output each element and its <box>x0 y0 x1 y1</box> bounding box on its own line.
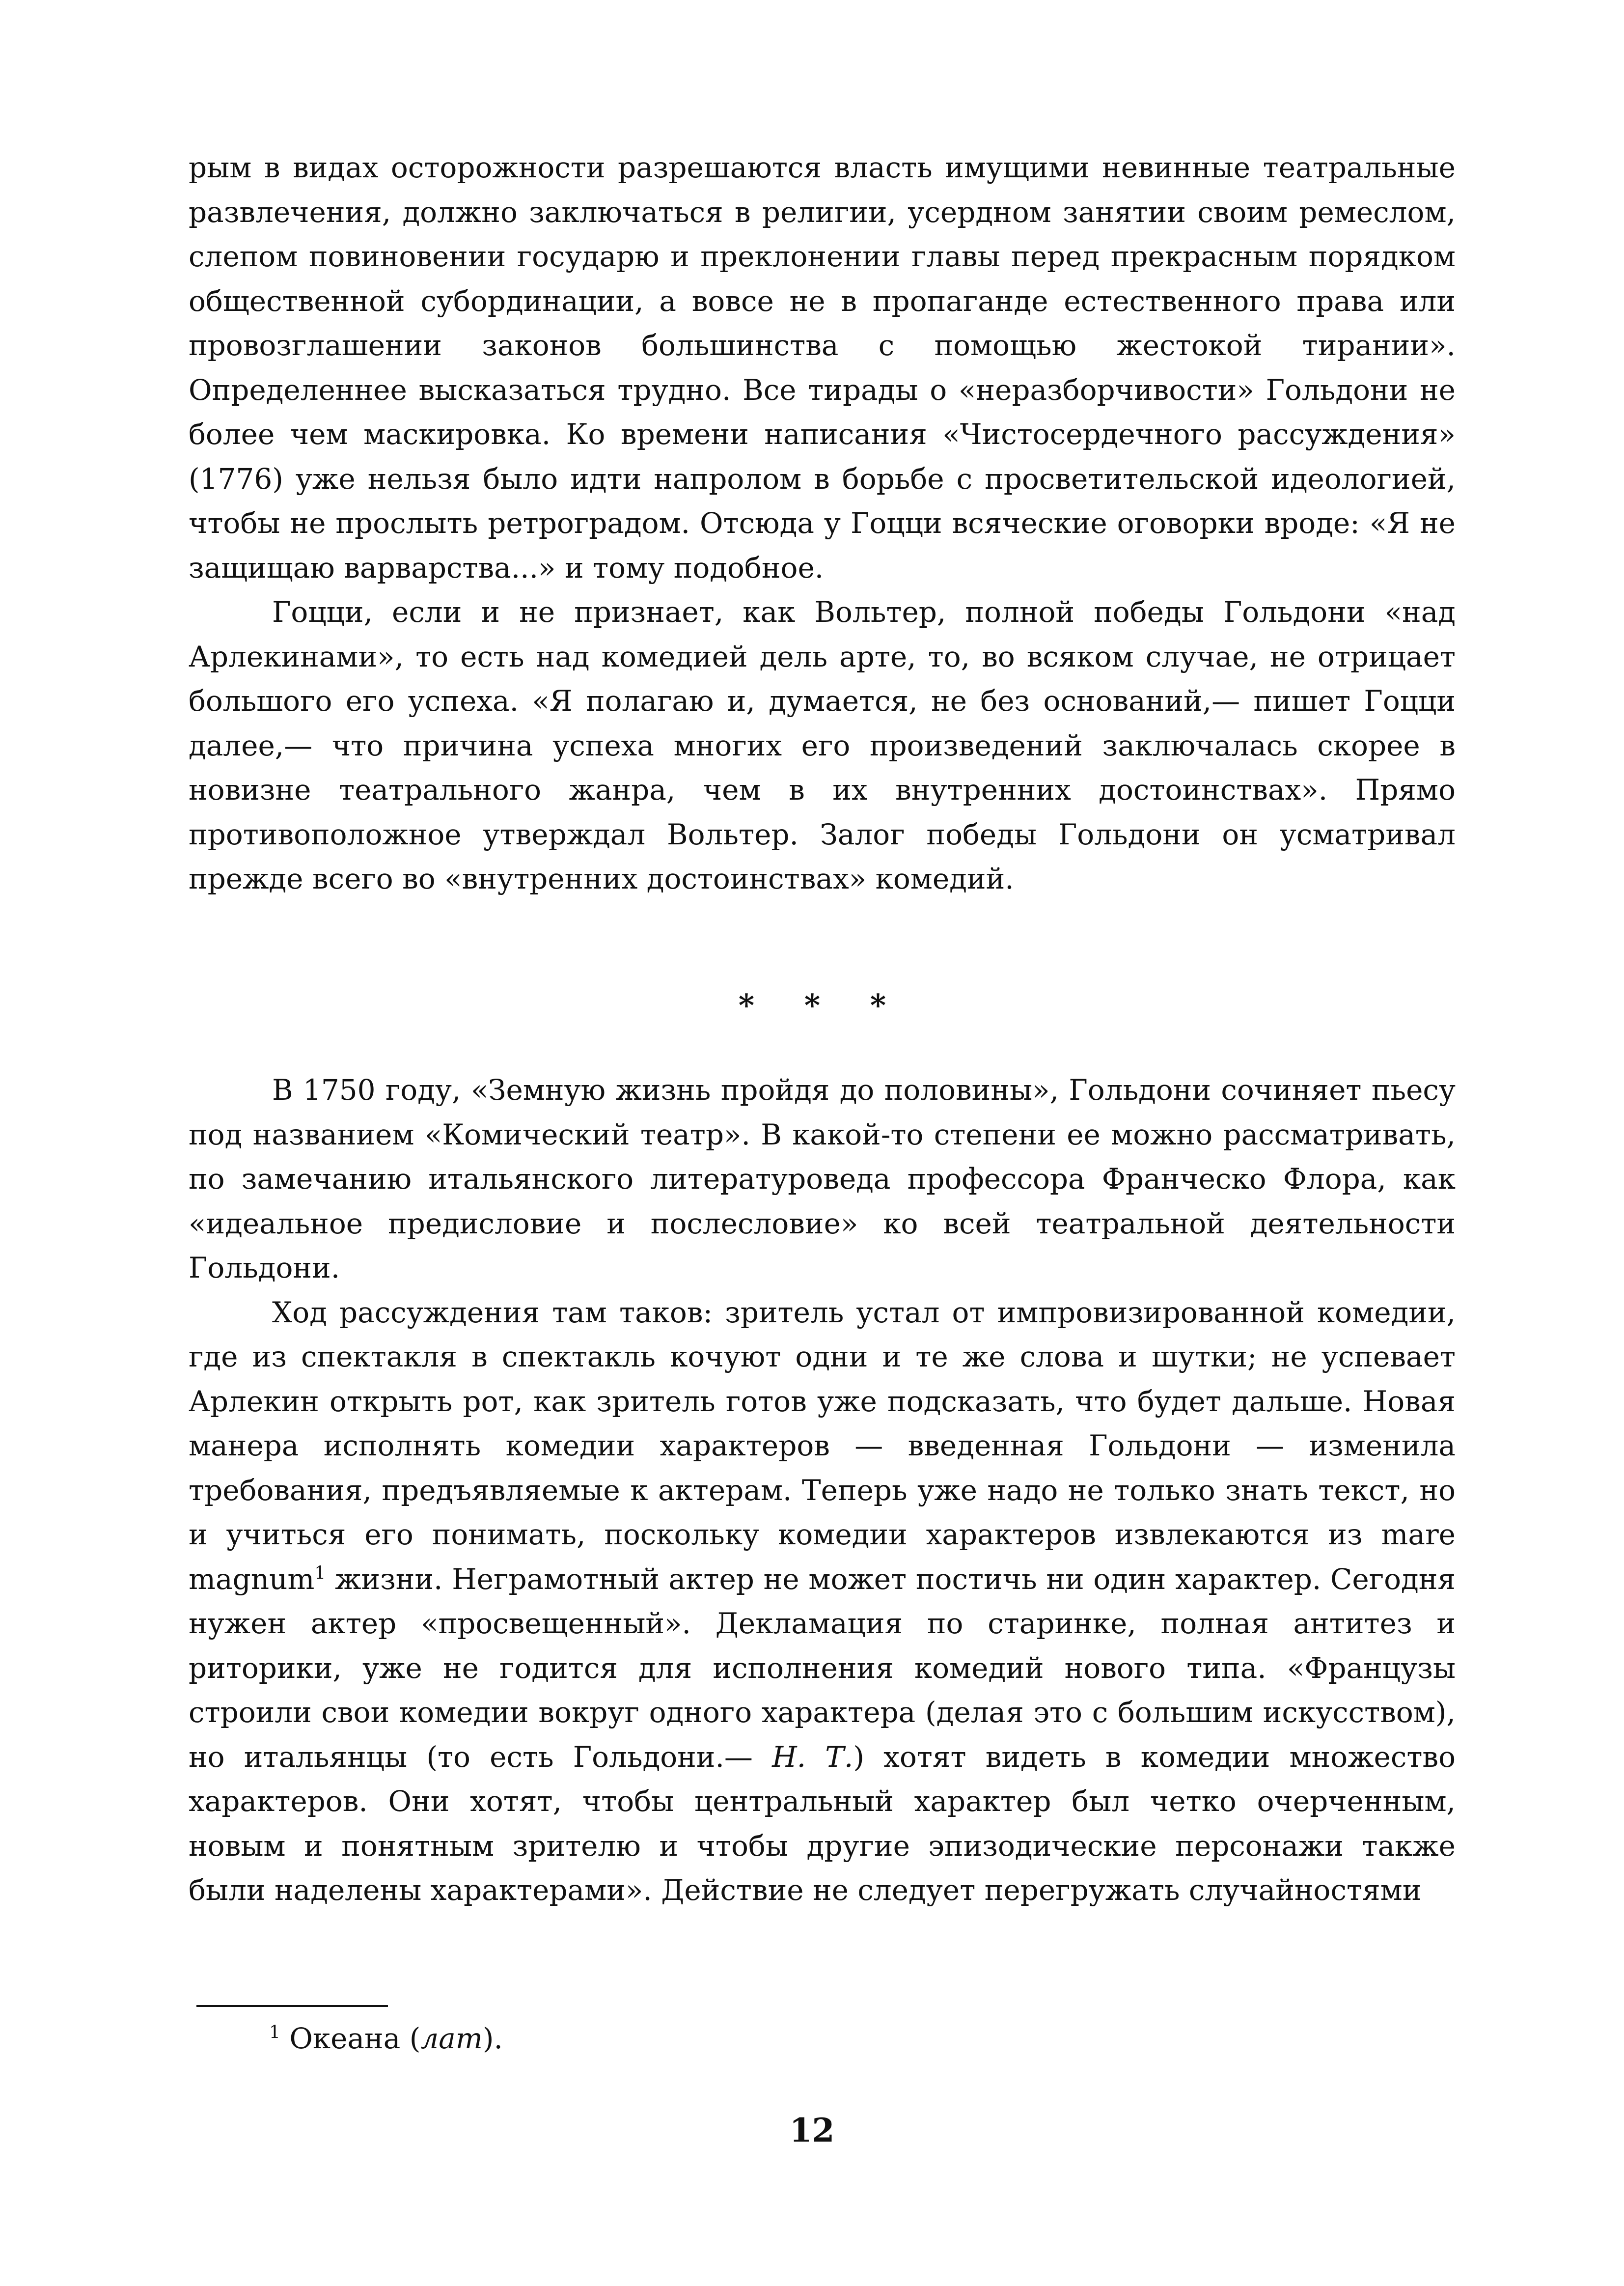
footnote-mark: 1 <box>269 2022 280 2043</box>
footnote-close: ). <box>482 2022 503 2055</box>
paragraph-1: рым в видах осторожности разрешаются власть имущими невинные театральные развлечения, должно заключаться в религии, усердном занятии своим ремеслом, слепом повиновении государю и преклонении главы перед прекрасным порядком общественной субординации, а вовсе не в пропаганде естественного права или провозглашении законов большинства с помощью жестокой тирании». Определеннее высказаться трудно. Все тирады о «неразборчивости» Гольдони не более чем маскировка. Ко времени написания «Чистосердечного рассуждения» (1776) уже нельзя было идти напролом в борьбе с просветительской идеологией, чтобы не прослыть ретроградом. Отсюда у Гоцци всяческие оговорки вроде: «Я не защищаю варварства...» и тому подобное. <box>189 151 1456 585</box>
paragraph-4-part-3: ) хотят видеть в комедии множество характеров. Они хотят, чтобы центральный характер был четко очерченным, новым и понятным зрителю и чтобы другие эпизодические персонажи также были наделены характерами». Действие не следует перегружать случайностями <box>189 1740 1456 1907</box>
paragraph-4-part-1: Ход рассуждения там таков: зритель устал от импровизированной комедии, где из спектакля в спектакль кочуют одни и те же слова и шутки; не успевает Арлекин открыть рот, как зритель готов уже подсказать, что будет дальше. Новая манера исполнять комедии характеров — введенная Гольдони — изменила требования, предъявляемые к актерам. Теперь уже надо не только знать текст, но и учиться его понимать, поскольку комедии характеров извлекаются из mare magnum <box>189 1295 1456 1596</box>
footnote-language: лат <box>420 2022 483 2055</box>
section-separator: * * * <box>738 987 906 1023</box>
author-initials: Н. Т. <box>772 1740 853 1774</box>
footnote-reference: 1 <box>314 1563 326 1584</box>
paragraph-3: В 1750 году, «Земную жизнь пройдя до половины», Гольдони сочиняет пьесу под названием «Комический театр». В какой-то степени ее можно рассматривать, по замечанию итальянского литературоведа профессора Франческо Флора, как «идеальное предисловие и послесловие» ко всей театральной деятельности Гольдони. <box>189 1073 1456 1284</box>
paragraph-4-part-2: жизни. Неграмотный актер не может постичь ни один характер. Сегодня нужен актер «просвещенный». Декламация по старинке, полная антитез и риторики, уже не годится для исполнения комедий нового типа. «Французы строили свои комедии вокруг одного характера (делая это с большим искусством), но итальянцы (то есть Гольдони.— <box>189 1562 1456 1774</box>
footnote <box>269 2019 503 2058</box>
footnote-divider <box>196 2005 388 2007</box>
page-number: 12 <box>789 2111 835 2149</box>
text-block-bottom <box>189 1068 1456 1913</box>
paragraph-2: Гоцци, если и не признает, как Вольтер, полной победы Гольдони «над Арлекинами», то есть над комедией дель арте, то, во всяком случае, не отрицает большого его успеха. «Я полагаю и, думается, не без оснований,— пишет Гоцци далее,— что причина успеха многих его произведений заключалась скорее в новизне театрального жанра, чем в их внутренних достоинствах». Прямо противоположное утверждал Вольтер. Залог победы Гольдони он усматривал прежде всего во «внутренних достоинствах» комедий. <box>189 595 1456 895</box>
footnote-text: Океана ( <box>280 2022 421 2055</box>
text-block-top <box>189 145 1456 901</box>
paragraph-4 <box>189 1290 1456 1913</box>
